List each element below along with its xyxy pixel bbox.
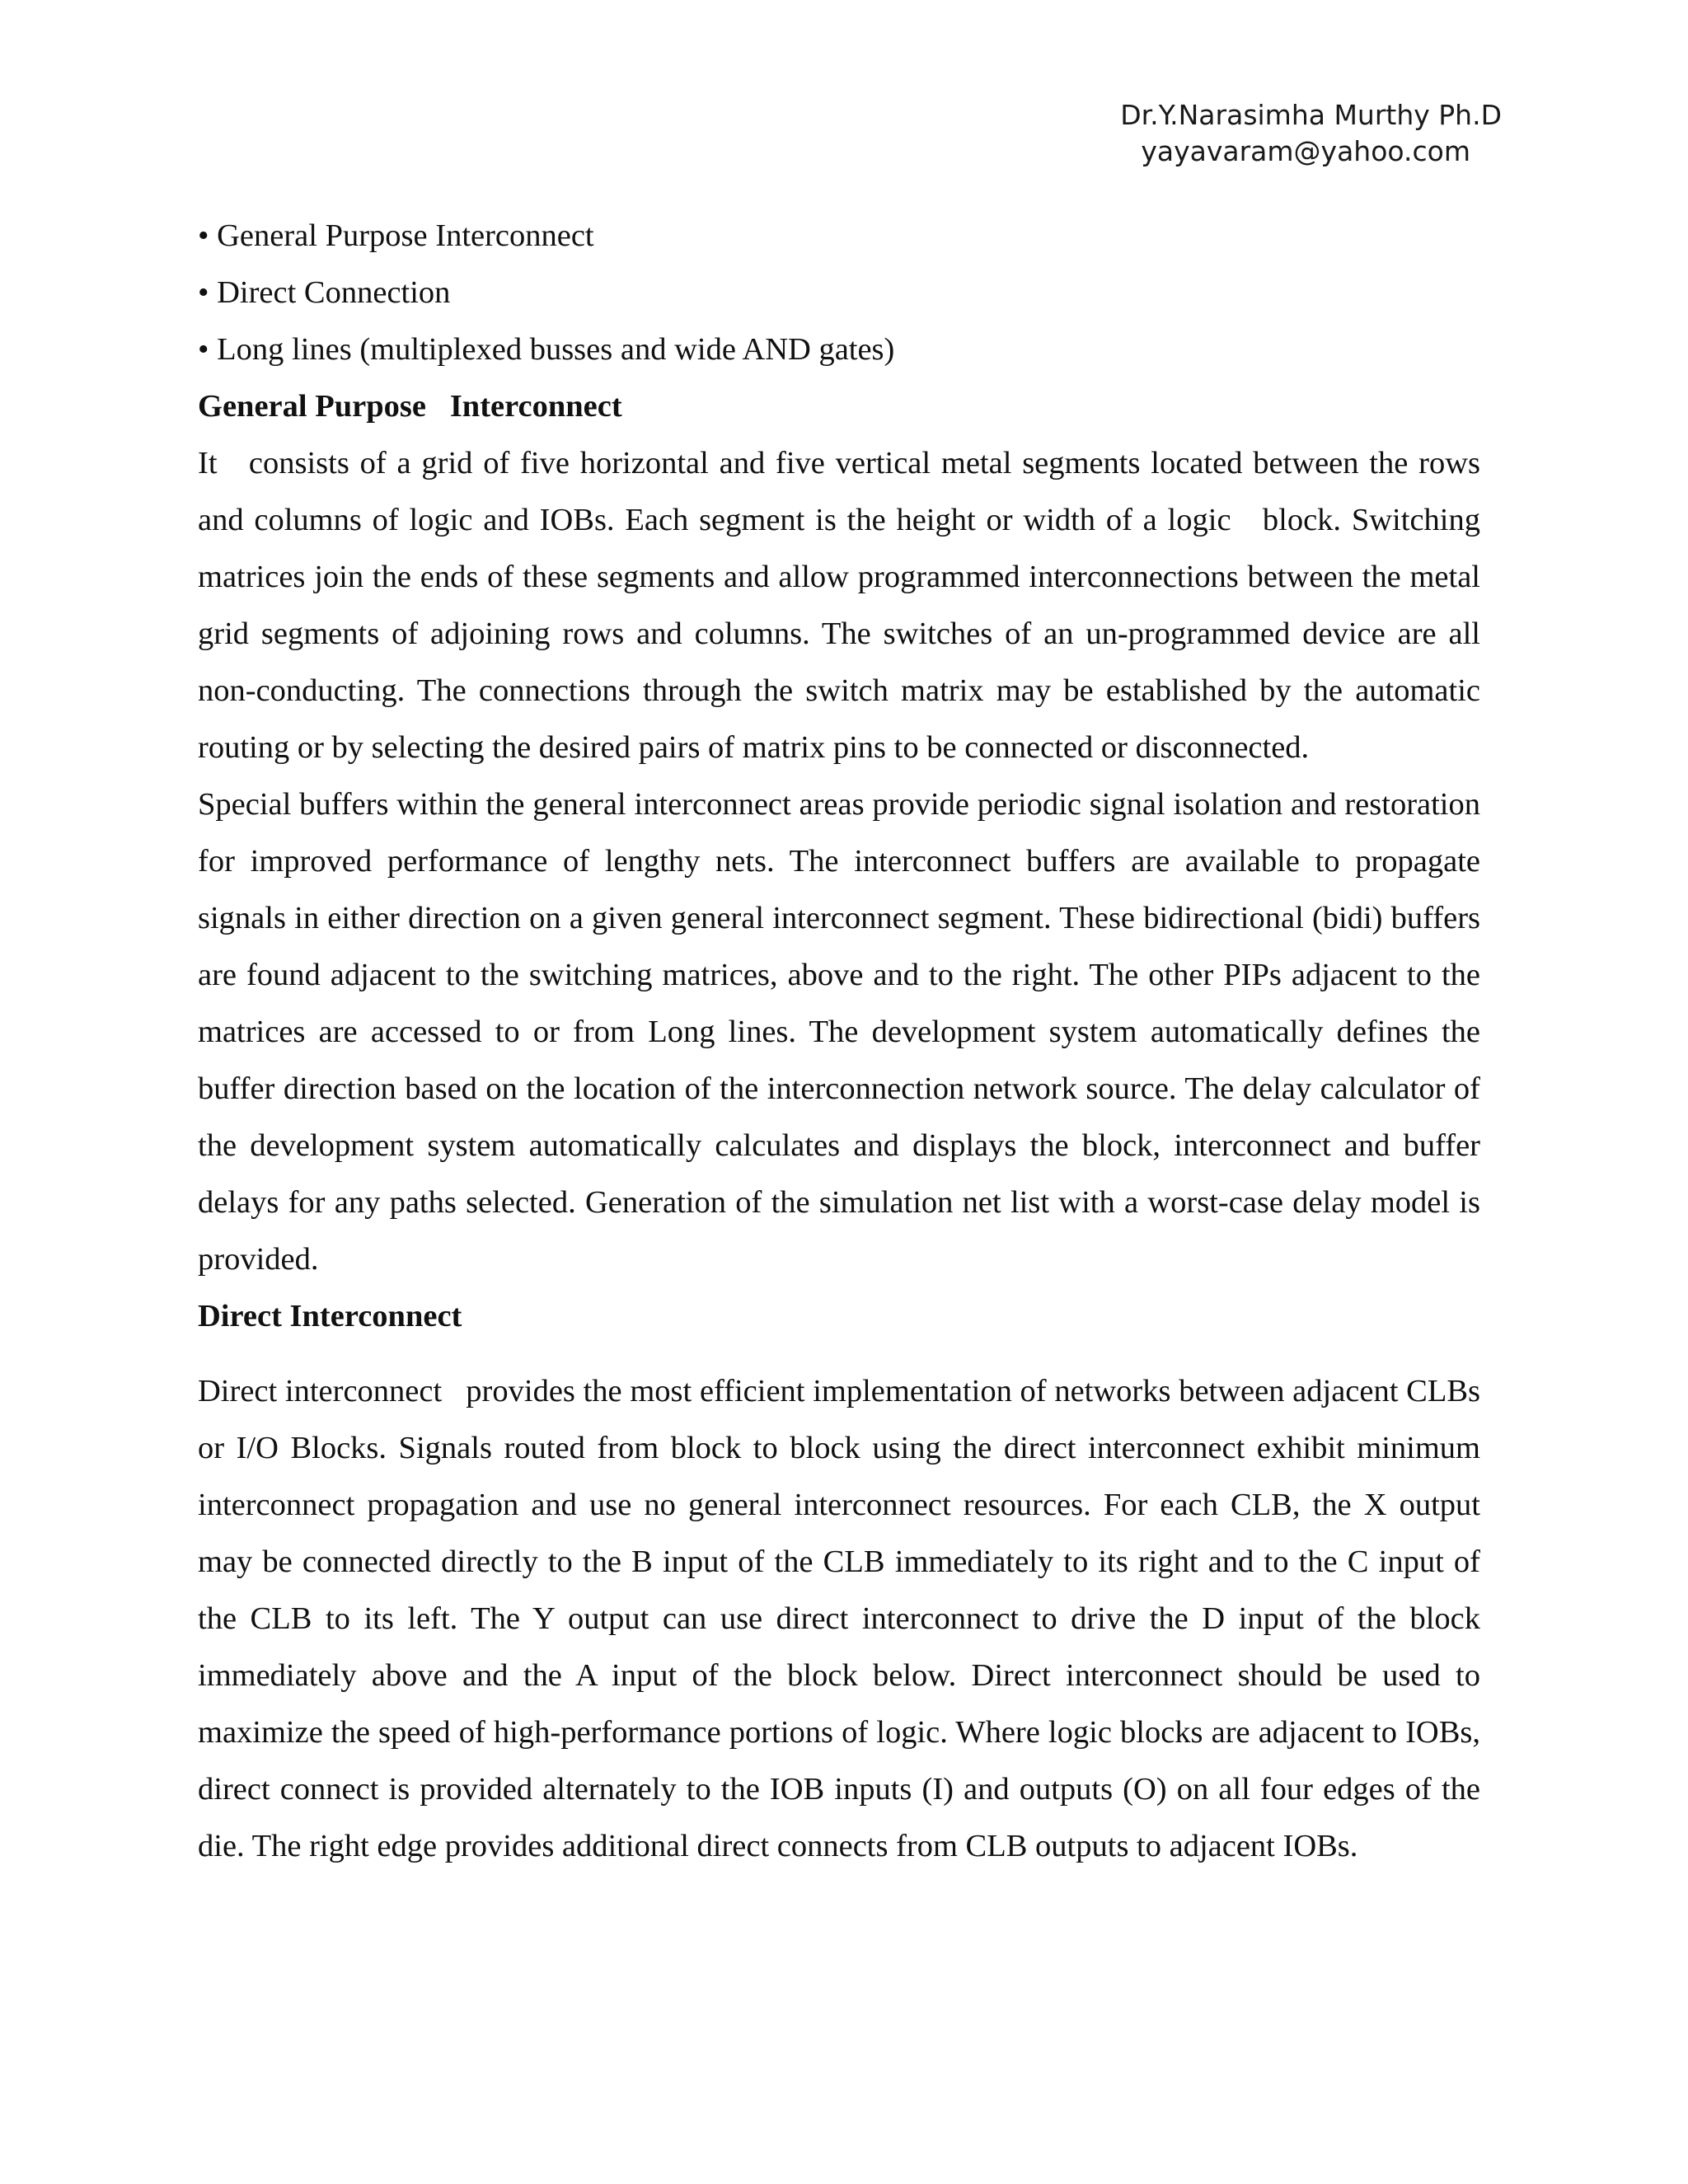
author-email: yayavaram@yahoo.com bbox=[1141, 135, 1470, 167]
document-body bbox=[198, 208, 1489, 1875]
paragraph-direct-1: Direct interconnect provides the most efficient implementation of networks between adjacent CLBs or I/O Blocks. Signals routed from block to block using the direct interconnect exhibit minimum interconnect propagation and use no general interconnect resources. For each CLB, the X output may be connected directly to the B input of the CLB immediately to its right and to the C input of the CLB to its left. The Y output can use direct interconnect to drive the D input of the block immediately above and the A input of the block below. Direct interconnect should be used to maximize the speed of high-performance portions of logic. Where logic blocks are adjacent to IOBs, direct connect is provided alternately to the IOB inputs (I) and outputs (O) on all four edges of the die. The right edge provides additional direct connects from CLB outputs to adjacent IOBs. bbox=[198, 1374, 1489, 1863]
bullet-item-long-lines: • Long lines (multiplexed busses and wide AND gates) bbox=[198, 332, 895, 367]
section-heading-direct: Direct Interconnect bbox=[198, 1299, 462, 1333]
paragraph-general-purpose-1: It consists of a grid of five horizontal and five vertical metal segments located between the rows and columns of logic and IOBs. Each segment is the height or width of a logic block. Switching matrices join the ends of these segments and allow programmed interconnections between the metal grid segments of adjoining rows and columns. The switches of an un-programmed device are all non-conducting. The connections through the switch matrix may be established by the automatic routing or by selecting the desired pairs of matrix pins to be connected or disconnected. bbox=[198, 446, 1489, 765]
section-heading-general-purpose: General Purpose Interconnect bbox=[198, 389, 622, 424]
bullet-item-general-purpose: • General Purpose Interconnect bbox=[198, 218, 594, 253]
paragraph-general-purpose-2: Special buffers within the general interconnect areas provide periodic signal isolation and restoration for improved performance of lengthy nets. The interconnect buffers are available to propagate signals in either direction on a given general interconnect segment. These bidirectional (bidi) buffers are found adjacent to the switching matrices, above and to the right. The other PIPs adjacent to the matrices are accessed to or from Long lines. The development system automatically defines the buffer direction based on the location of the interconnection network source. The delay calculator of the development system automatically calculates and displays the block, interconnect and buffer delays for any paths selected. Generation of the simulation net list with a worst-case delay model is provided. bbox=[198, 787, 1489, 1277]
bullet-item-direct-connection: • Direct Connection bbox=[198, 275, 451, 310]
page-header bbox=[987, 97, 1502, 170]
heading-spacer bbox=[198, 1345, 1480, 1363]
author-name: Dr.Y.Narasimha Murthy Ph.D bbox=[1120, 99, 1502, 131]
